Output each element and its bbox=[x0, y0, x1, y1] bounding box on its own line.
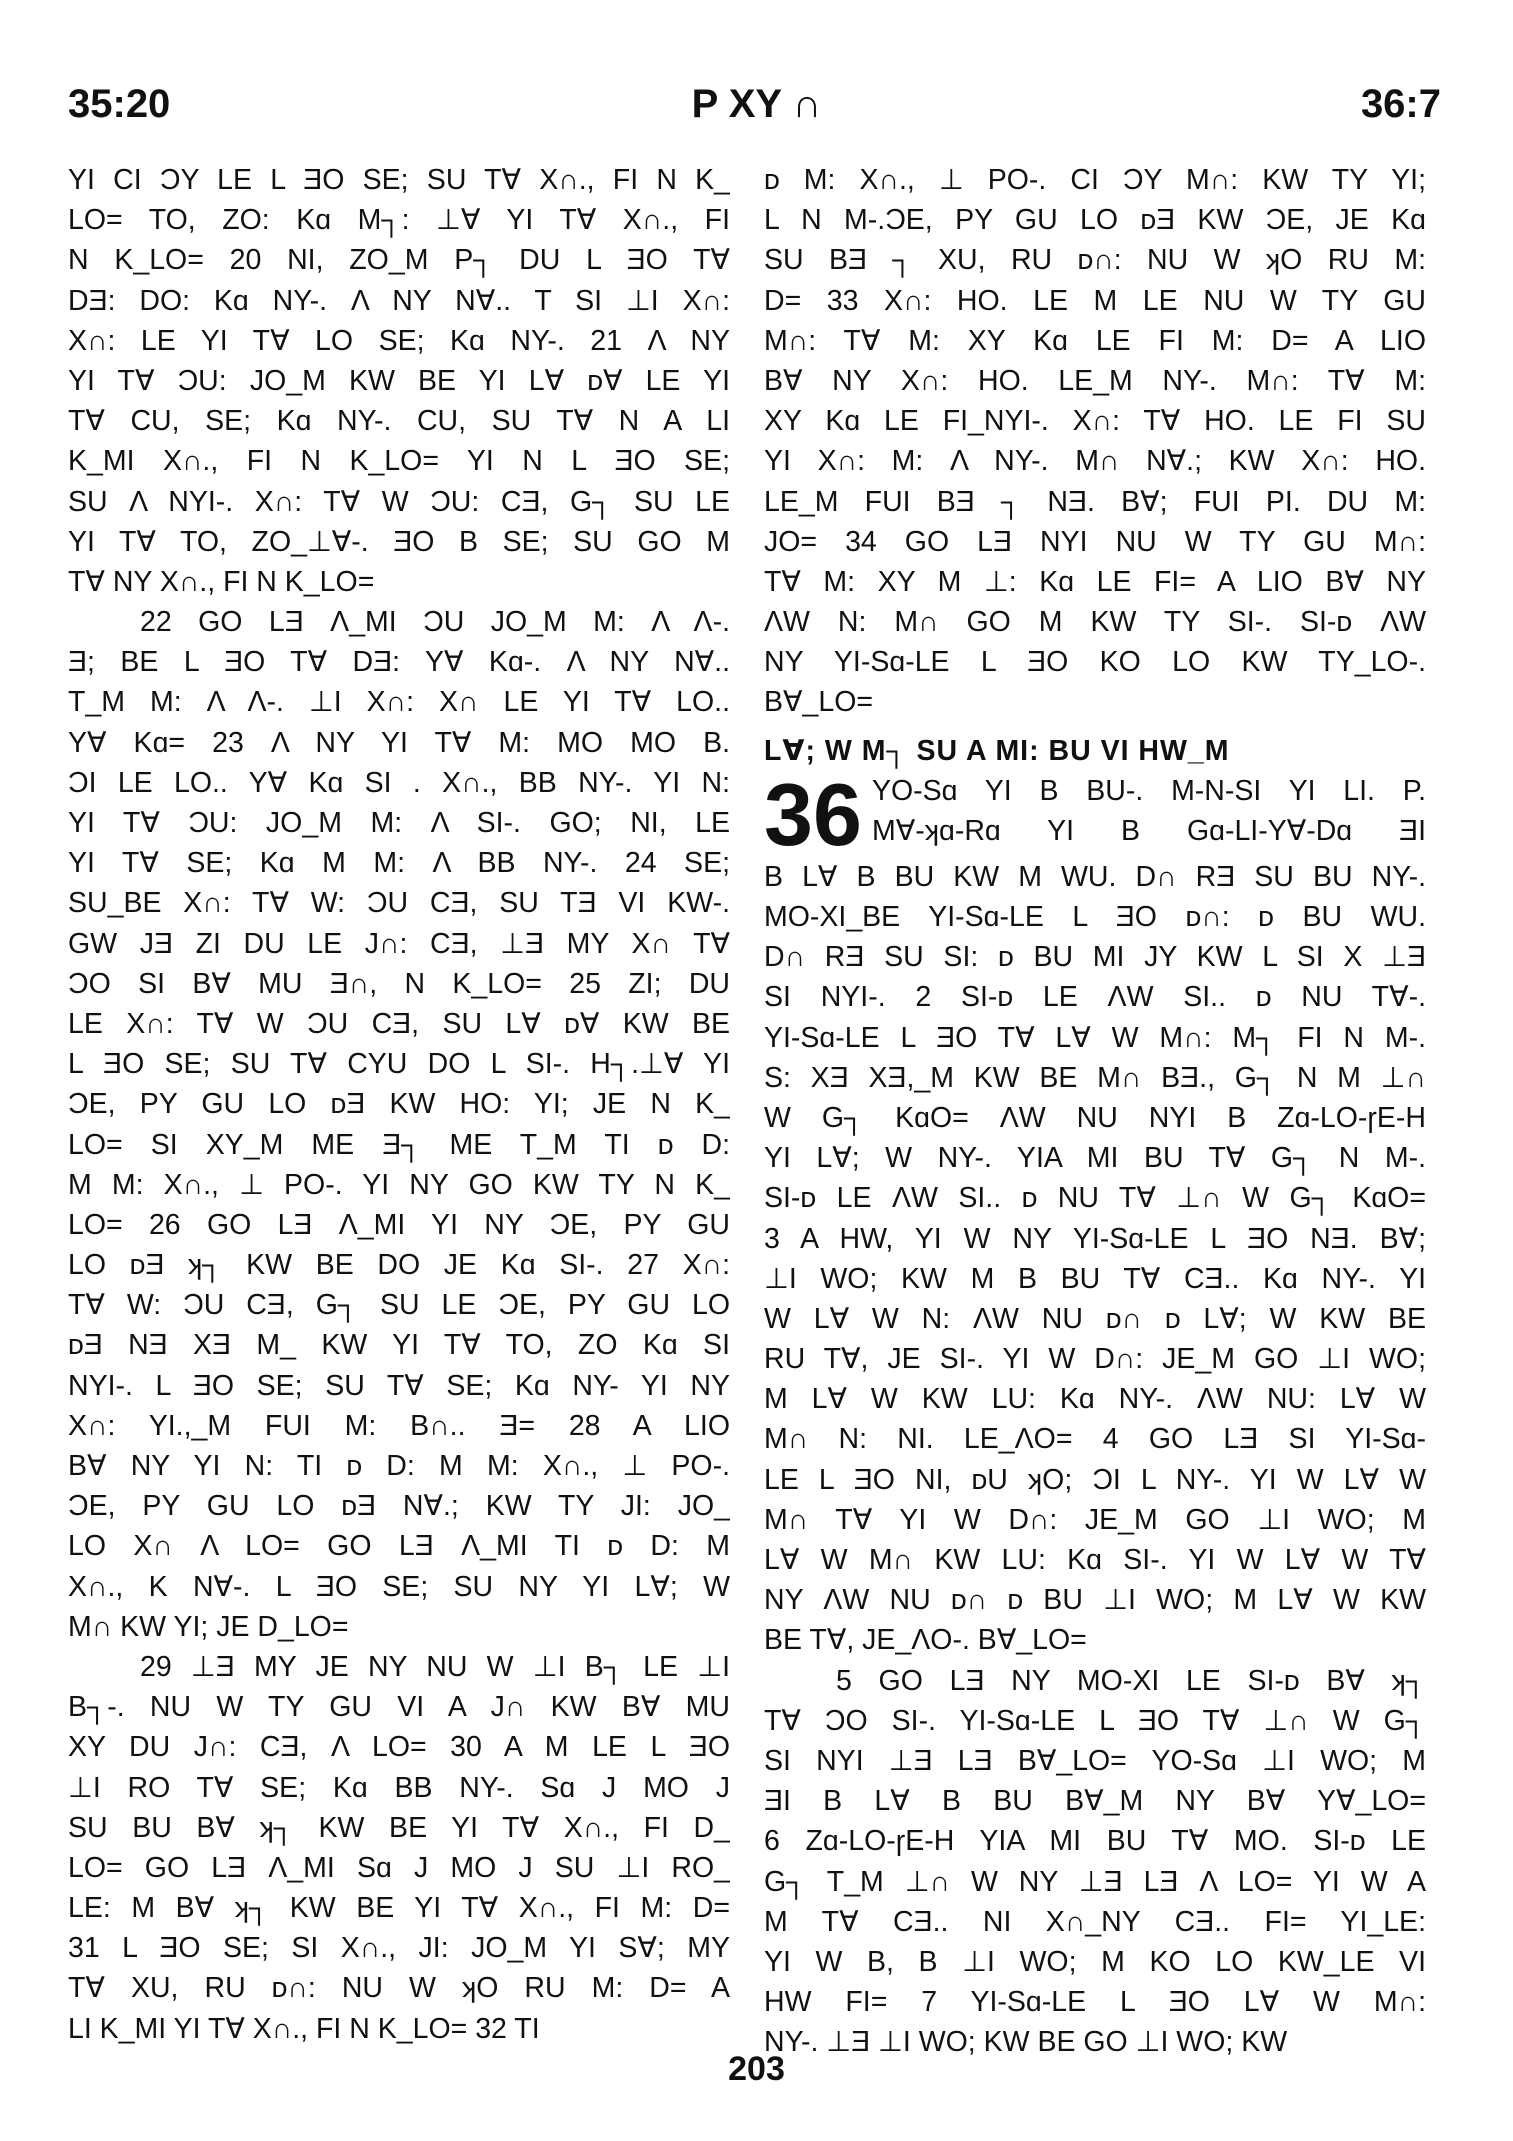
text-line: LE X∩: T∀ W ƆU CƎ, SU L∀ ᴅ∀ KW BE bbox=[68, 1007, 730, 1040]
text-line: YI-Sɑ-LE L ƎO T∀ L∀ W M∩: M┐ FI N M-. bbox=[764, 1021, 1426, 1054]
text-line: T∀ CU, SE; Kɑ NY-. CU, SU T∀ N A LI bbox=[68, 405, 730, 438]
text-line: X∩: YI.,_M FUI M: B∩.. Ǝ= 28 A LIO bbox=[68, 1409, 730, 1442]
text-line: YI T∀ TO, ZO_⊥∀-. ƎO В SE; SU GO M bbox=[68, 525, 730, 558]
text-line: T∀ XU, RU ᴅ∩: NU W ʞO RU M: D= A bbox=[68, 1972, 730, 2005]
text-line: M∀-ʞɑ-Rɑ YI В Gɑ-LI-Y∀-Dɑ ƎI bbox=[872, 815, 1426, 847]
text-line: SU BƎ ┐ XU, RU ᴅ∩: NU W ʞO RU M: bbox=[764, 244, 1426, 277]
text-line: 5 GO LƎ NY MO-XI LE SI-ᴅ B∀ ʞ┐ bbox=[836, 1664, 1426, 1697]
text-line: NYI-. L ƎO SE; SU T∀ SE; Kɑ NY- YI NY bbox=[68, 1369, 730, 1402]
text-line: ⊥I RO T∀ SE; Kɑ BВ NY-. Sɑ J MO J bbox=[68, 1771, 730, 1804]
text-line: ΛW N: M∩ GO M KW TY SI-. SI-ᴅ ΛW bbox=[764, 606, 1426, 639]
text-line: T∀ M: XY M ⊥: Kɑ LE FI= A LIO B∀ NY bbox=[764, 565, 1426, 598]
text-line: XY DU J∩: CƎ, Λ LO= 30 A M LE L ƎO bbox=[68, 1731, 730, 1764]
text-line: 31 L ƎO SE; SI X∩., JI: JO_M YI S∀; MY bbox=[68, 1932, 730, 1965]
text-line: MO-XI_BE YI-Sɑ-LE L ƎO ᴅ∩: ᴅ BU WU. bbox=[764, 901, 1426, 933]
section-heading: L∀; W M┐ SU A MI: BU VI HW_M bbox=[764, 734, 1230, 767]
text-line: HW FI= 7 YI-Sɑ-LE L ƎO L∀ W M∩: bbox=[764, 1986, 1426, 2019]
text-line: JO= 34 GO LƎ NYI NU W TY GU M∩: bbox=[764, 525, 1426, 558]
text-line: YO-Sɑ YI В BU-. M-N-SI YI LI. P. bbox=[872, 774, 1426, 807]
text-line: L ƎO SE; SU T∀ CYU DO L SI-. H┐.⊥∀ YI bbox=[68, 1048, 730, 1081]
text-line: YI W B, B ⊥I WO; M KO LO KW_LE VI bbox=[764, 1945, 1426, 1978]
text-line: ᴅ M: X∩., ⊥ PO-. CI ƆY M∩: KW TY YI; bbox=[764, 164, 1426, 196]
text-line: LO= GO LƎ Λ_MI Sɑ J MO J SU ⊥I RO_ bbox=[68, 1851, 730, 1884]
text-line: В L∀ В BU KW M WU. D∩ RƎ SU BU NY-. bbox=[764, 860, 1426, 893]
text-line: ƆO SI B∀ MU Ǝ∩, N K_LO= 25 ZI; DU bbox=[68, 967, 730, 1000]
text-line: LI K_MI YI T∀ X∩., FI N K_LO= 32 TI bbox=[68, 2012, 540, 2045]
text-line: B∀_LO= bbox=[764, 686, 874, 719]
text-line: B∀ NY YI N: TI ᴅ D: M M: X∩., ⊥ PO-. bbox=[68, 1450, 730, 1482]
text-line: LO= TO, ZO: Kɑ M┐: ⊥∀ YI T∀ X∩., FI bbox=[68, 204, 730, 237]
text-line: SU BU B∀ ʞ┐ KW BE YI T∀ X∩., FI D_ bbox=[68, 1811, 730, 1844]
text-line: D∩ RƎ SU SI: ᴅ BU MI JY KW L SI X ⊥Ǝ bbox=[764, 941, 1426, 974]
text-line: LE_M FUI BƎ ┐ NƎ. B∀; FUI PI. DU M: bbox=[764, 485, 1426, 518]
text-line: YI L∀; W NY-. YIA MI BU T∀ G┐ N M-. bbox=[764, 1142, 1426, 1175]
text-line: L∀ W M∩ KW LU: Kɑ SI-. YI W L∀ W T∀ bbox=[764, 1544, 1426, 1576]
text-line: SU_BE X∩: T∀ W: ƆU CƎ, SU TƎ VI KW-. bbox=[68, 887, 730, 920]
text-line: G┐ T_M ⊥∩ W NY ⊥Ǝ LƎ Λ LO= YI W A bbox=[764, 1865, 1426, 1898]
text-line: В┐-. NU W TY GU VI A J∩ KW B∀ MU bbox=[68, 1691, 730, 1724]
text-line: T∀ ƆO SI-. YI-Sɑ-LE L ƎO T∀ ⊥∩ W G┐ bbox=[764, 1704, 1426, 1737]
header-chapter-verse-end: 36:7 bbox=[1360, 82, 1441, 126]
text-line: LO= SI XY_M ME Ǝ┐ ME T_M TI ᴅ D: bbox=[68, 1128, 730, 1161]
text-line: NY-. ⊥Ǝ ⊥I WO; KW BE GO ⊥I WO; KW bbox=[764, 2026, 1288, 2059]
text-line: ƆE, PY GU LO ᴅƎ N∀.; KW TY JI: JO_ bbox=[68, 1490, 730, 1523]
text-line: GW JƎ ZI DU LE J∩: CƎ, ⊥Ǝ MY X∩ T∀ bbox=[68, 927, 730, 960]
text-line: BE T∀, JE_ΛO-. B∀_LO= bbox=[764, 1624, 1087, 1657]
text-line: M∩: T∀ M: XY Kɑ LE FI M: D= A LIO bbox=[764, 324, 1426, 357]
text-line: YI T∀ ƆU: JO_M KW BE YI L∀ ᴅ∀ LE YI bbox=[68, 364, 730, 397]
text-line: T_M M: Λ Λ-. ⊥I X∩: X∩ LE YI T∀ LO.. bbox=[68, 686, 730, 719]
text-line: D= 33 X∩: HO. LE M LE NU W TY GU bbox=[764, 284, 1426, 317]
text-line: ƆI LE LO.. Y∀ Kɑ SI . X∩., BВ NY-. YI N: bbox=[68, 766, 730, 799]
chapter-number: 36 bbox=[764, 764, 862, 864]
page-number: 203 bbox=[728, 2050, 785, 2088]
text-line: M∩ N: NI. LE_ΛO= 4 GO LƎ SI YI-Sɑ- bbox=[764, 1423, 1426, 1456]
text-line: ᴅƎ NƎ XƎ M_ KW YI T∀ TO, ZO Kɑ SI bbox=[68, 1329, 730, 1362]
text-line: Ǝ; BE L ƎO T∀ DƎ: Y∀ Kɑ-. Λ NY N∀.. bbox=[68, 646, 730, 679]
text-line: K_MI X∩., FI N K_LO= YI N L ƎO SE; bbox=[68, 445, 730, 478]
text-line: NY ΛW NU ᴅ∩ ᴅ BU ⊥I WO; M L∀ W KW bbox=[764, 1584, 1426, 1617]
text-line: YI X∩: M: Λ NY-. M∩ N∀.; KW X∩: HO. bbox=[764, 445, 1426, 478]
text-line: W G┐ KɑO= ΛW NU NYI В Zɑ-LO-ɼE-H bbox=[764, 1101, 1426, 1134]
text-line: LE: M B∀ ʞ┐ KW BE YI T∀ X∩., FI M: D= bbox=[68, 1892, 730, 1925]
text-line: X∩., K N∀-. L ƎO SE; SU NY YI L∀; W bbox=[68, 1570, 730, 1603]
chapter-opening-lines bbox=[872, 771, 1426, 851]
text-line: DƎ: DO: Kɑ NY-. Λ NY N∀.. T SI ⊥I X∩: bbox=[68, 284, 730, 317]
text-line: XY Kɑ LE FI_NYI-. X∩: T∀ HO. LE FI SU bbox=[764, 405, 1426, 438]
text-line: NY YI-Sɑ-LE L ƎO KO LO KW TY_LO-. bbox=[764, 646, 1426, 679]
text-line: SI-ᴅ LE ΛW SI.. ᴅ NU T∀ ⊥∩ W G┐ KɑO= bbox=[764, 1182, 1426, 1215]
text-line: SI NYI ⊥Ǝ LƎ B∀_LO= YO-Sɑ ⊥I WO; M bbox=[764, 1744, 1426, 1777]
text-line: LO ᴅƎ ʞ┐ KW BE DO JE Kɑ SI-. 27 X∩: bbox=[68, 1249, 730, 1282]
chapter-start bbox=[764, 764, 1426, 864]
text-line: 6 Zɑ-LO-ɼE-H YIA MI BU T∀ MO. SI-ᴅ LE bbox=[764, 1825, 1426, 1858]
text-line: ⊥I WO; KW M В BU T∀ CƎ.. Kɑ NY-. YI bbox=[764, 1262, 1426, 1295]
text-line: RU T∀, JE SI-. YI W D∩: JE_M GO ⊥I WO; bbox=[764, 1343, 1426, 1376]
text-line: T∀ W: ƆU CƎ, G┐ SU LE ƆE, PY GU LO bbox=[68, 1289, 730, 1322]
text-line: T∀ NY X∩., FI N K_LO= bbox=[68, 565, 375, 598]
text-line: 22 GO LƎ Λ_MI ƆU JO_M M: Λ Λ-. bbox=[140, 606, 730, 639]
text-line: ƆE, PY GU LO ᴅƎ KW HO: YI; JE N K_ bbox=[68, 1088, 730, 1121]
header-book-title: P XY ∩ bbox=[691, 82, 822, 126]
text-line: YI T∀ ƆU: JO_M M: Λ SI-. GO; NI, LE bbox=[68, 807, 730, 839]
text-line: M M: X∩., ⊥ PO-. YI NY GO KW TY N K_ bbox=[68, 1168, 730, 1201]
text-line: ƎI В L∀ В BU B∀_M NY B∀ Y∀_LO= bbox=[764, 1785, 1426, 1818]
text-line: M∩ KW YI; JE D_LO= bbox=[68, 1610, 349, 1643]
text-line: 29 ⊥Ǝ MY JE NY NU W ⊥I В┐ LE ⊥I bbox=[140, 1650, 730, 1683]
text-line: X∩: LE YI T∀ LO SE; Kɑ NY-. 21 Λ NY bbox=[68, 324, 730, 357]
header-chapter-verse-start: 35:20 bbox=[68, 82, 171, 126]
text-line: B∀ NY X∩: HO. LE_M NY-. M∩: T∀ M: bbox=[764, 364, 1426, 397]
text-line: 3 A HW, YI W NY YI-Sɑ-LE L ƎO NƎ. B∀; bbox=[764, 1222, 1426, 1255]
text-line: M L∀ W KW LU: Kɑ NY-. ΛW NU: L∀ W bbox=[764, 1383, 1426, 1416]
text-line: Y∀ Kɑ= 23 Λ NY YI T∀ M: MO MO B. bbox=[68, 726, 730, 759]
text-line: YI T∀ SE; Kɑ M M: Λ BВ NY-. 24 SE; bbox=[68, 847, 730, 880]
text-line: W L∀ W N: ΛW NU ᴅ∩ ᴅ L∀; W KW BE bbox=[764, 1302, 1426, 1335]
text-line: LO X∩ Λ LO= GO LƎ Λ_MI TI ᴅ D: M bbox=[68, 1530, 730, 1563]
text-line: L N M-.ƆE, PY GU LO ᴅƎ KW ƆE, JE Kɑ bbox=[764, 204, 1426, 237]
text-line: M∩ T∀ YI W D∩: JE_M GO ⊥I WO; M bbox=[764, 1503, 1426, 1536]
text-line: M T∀ CƎ.. NI X∩_NY CƎ.. FI= YI_LE: bbox=[764, 1905, 1426, 1938]
right-text-column bbox=[764, 160, 1426, 2062]
text-line: N K_LO= 20 NI, ZO_M P┐ DU L ƎO T∀ bbox=[68, 244, 730, 277]
text-line: LO= 26 GO LƎ Λ_MI YI NY ƆE, PY GU bbox=[68, 1208, 730, 1241]
text-line: S: XƎ XƎ,_M KW BE M∩ BƎ., G┐ N M ⊥∩ bbox=[764, 1061, 1426, 1094]
text-line: LE L ƎO NI, ᴅU ʞO; ƆI L NY-. YI W L∀ W bbox=[764, 1463, 1426, 1496]
text-line: SU Λ NYI-. X∩: T∀ W ƆU: CƎ, G┐ SU LE bbox=[68, 485, 730, 518]
left-text-column bbox=[68, 160, 730, 2049]
text-line: YI CI ƆY LE L ƎO SE; SU T∀ X∩., FI N K_ bbox=[68, 164, 730, 196]
text-line: SI NYI-. 2 SI-ᴅ LE ΛW SI.. ᴅ NU T∀-. bbox=[764, 981, 1426, 1014]
